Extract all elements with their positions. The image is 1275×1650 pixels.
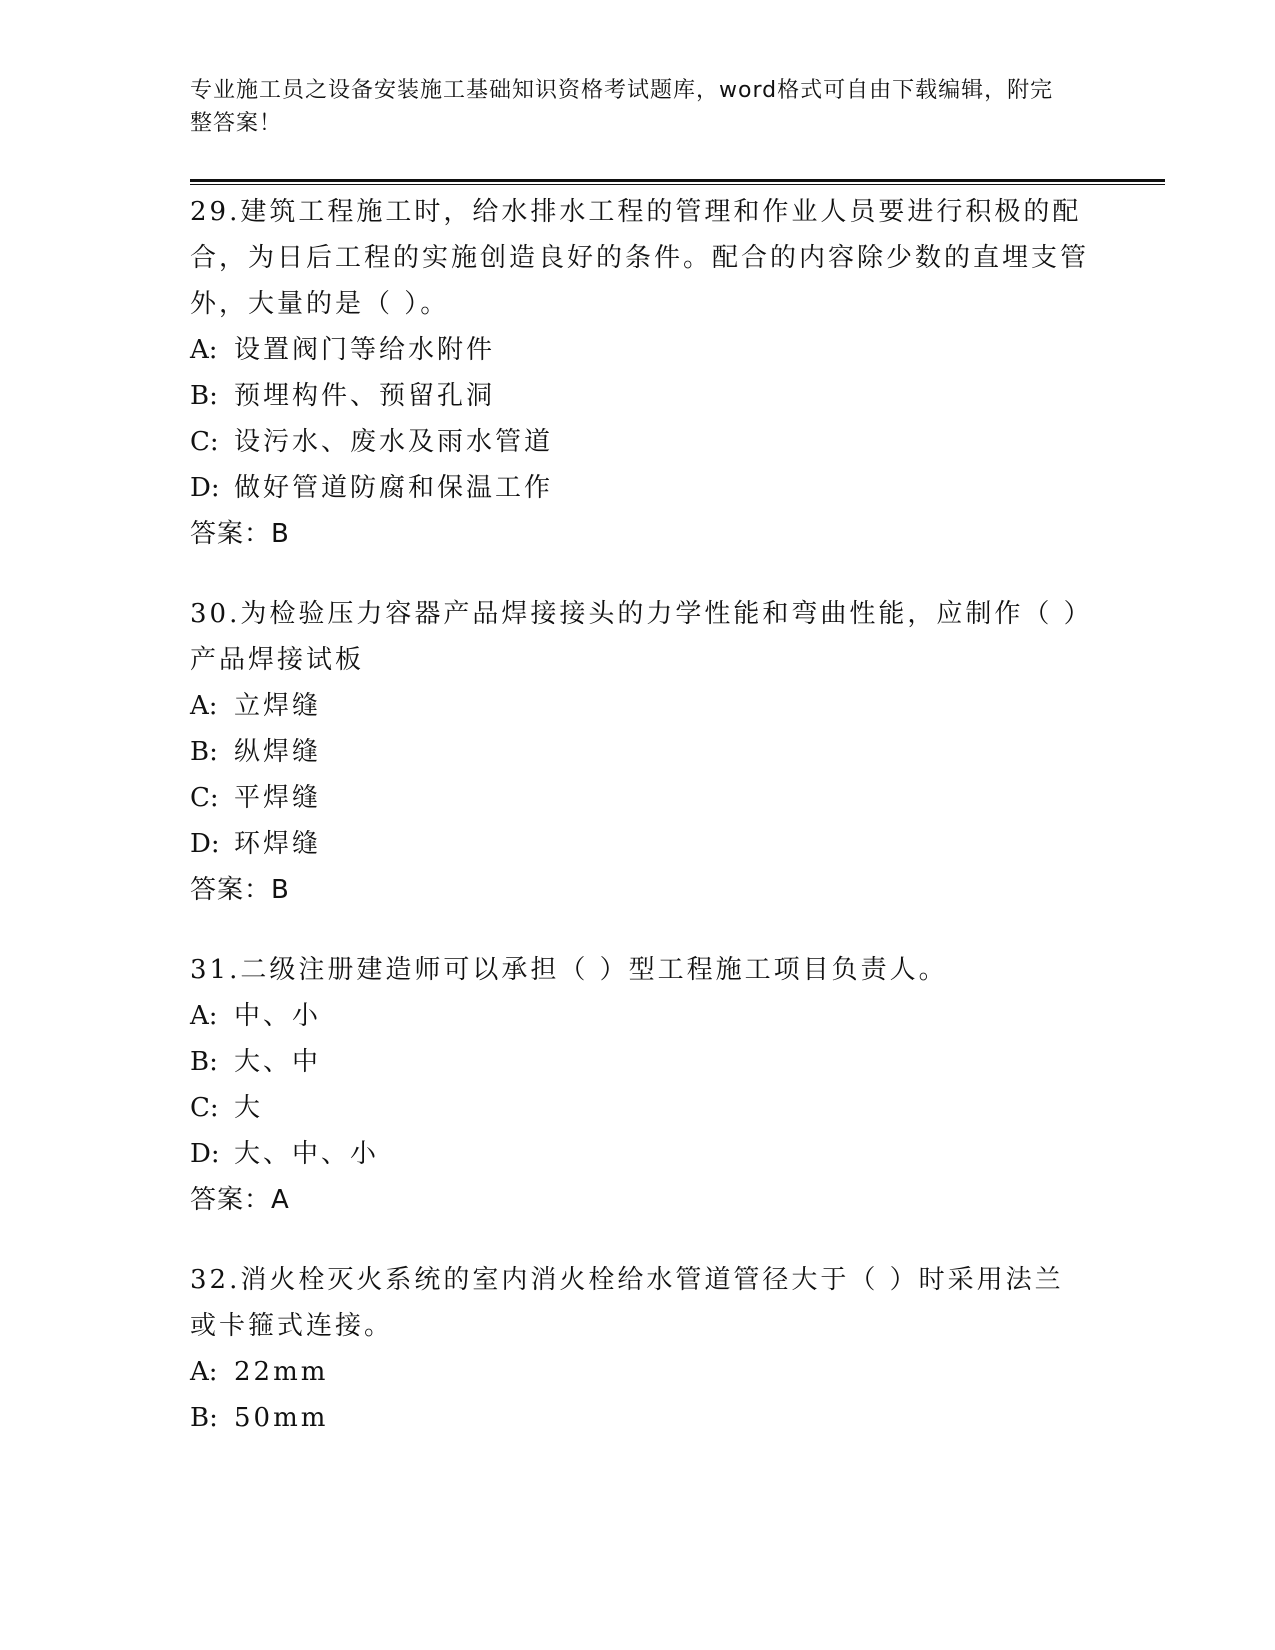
question-32 bbox=[190, 1257, 1090, 1441]
option-text: 设污水、废水及雨水管道 bbox=[234, 427, 554, 457]
question-30 bbox=[190, 591, 1090, 913]
option-a bbox=[190, 683, 1090, 729]
option-key: D: bbox=[190, 1139, 220, 1169]
option-b bbox=[190, 729, 1090, 775]
question-29 bbox=[190, 189, 1090, 557]
option-key: B: bbox=[190, 381, 218, 411]
header-divider-thin bbox=[190, 184, 1165, 185]
option-text: 22mm bbox=[234, 1357, 329, 1387]
option-text: 纵焊缝 bbox=[234, 737, 322, 767]
option-text: 中、小 bbox=[234, 1001, 322, 1031]
option-key: C: bbox=[190, 427, 219, 457]
option-key: C: bbox=[190, 1093, 219, 1123]
option-text: 立焊缝 bbox=[234, 691, 322, 721]
question-stem: 32.消火栓灭火系统的室内消火栓给水管道管径大于（ ）时采用法兰或卡箍式连接。 bbox=[190, 1265, 1064, 1341]
answer-line: 答案：B bbox=[190, 875, 290, 905]
option-text: 50mm bbox=[234, 1403, 329, 1433]
option-key: A: bbox=[190, 1001, 218, 1031]
option-a bbox=[190, 327, 1090, 373]
option-text: 大、中、小 bbox=[234, 1139, 380, 1169]
header-divider-thick bbox=[190, 179, 1165, 182]
question-stem: 31.二级注册建造师可以承担（ ）型工程施工项目负责人。 bbox=[190, 955, 948, 985]
option-b bbox=[190, 373, 1090, 419]
option-text: 设置阀门等给水附件 bbox=[234, 335, 496, 365]
option-key: D: bbox=[190, 473, 220, 503]
option-key: A: bbox=[190, 1357, 218, 1387]
option-key: B: bbox=[190, 1047, 218, 1077]
option-key: A: bbox=[190, 691, 218, 721]
option-a bbox=[190, 1349, 1090, 1395]
option-key: B: bbox=[190, 737, 218, 767]
option-text: 做好管道防腐和保温工作 bbox=[234, 473, 554, 503]
option-key: C: bbox=[190, 783, 219, 813]
option-c bbox=[190, 775, 1090, 821]
answer-line: 答案：A bbox=[190, 1185, 290, 1215]
option-c bbox=[190, 1085, 1090, 1131]
question-list bbox=[190, 189, 1090, 1475]
option-key: B: bbox=[190, 1403, 218, 1433]
option-key: A: bbox=[190, 335, 218, 365]
document-header: 专业施工员之设备安装施工基础知识资格考试题库，word格式可自由下载编辑，附完整答案！ bbox=[190, 78, 1054, 136]
answer-line: 答案：B bbox=[190, 519, 290, 549]
option-key: D: bbox=[190, 829, 220, 859]
option-d bbox=[190, 821, 1090, 867]
option-text: 平焊缝 bbox=[234, 783, 322, 813]
option-text: 大、中 bbox=[234, 1047, 322, 1077]
question-stem: 29.建筑工程施工时，给水排水工程的管理和作业人员要进行积极的配合，为日后工程的实施创造良好的条件。配合的内容除少数的直埋支管外，大量的是（ ）。 bbox=[190, 197, 1090, 319]
question-31 bbox=[190, 947, 1090, 1223]
question-stem: 30.为检验压力容器产品焊接接头的力学性能和弯曲性能，应制作（ ）产品焊接试板 bbox=[190, 599, 1080, 675]
option-b bbox=[190, 1395, 1090, 1441]
option-text: 预埋构件、预留孔洞 bbox=[234, 381, 496, 411]
option-text: 环焊缝 bbox=[234, 829, 322, 859]
option-b bbox=[190, 1039, 1090, 1085]
option-a bbox=[190, 993, 1090, 1039]
option-d bbox=[190, 1131, 1090, 1177]
option-c bbox=[190, 419, 1090, 465]
option-d bbox=[190, 465, 1090, 511]
option-text: 大 bbox=[234, 1093, 264, 1123]
